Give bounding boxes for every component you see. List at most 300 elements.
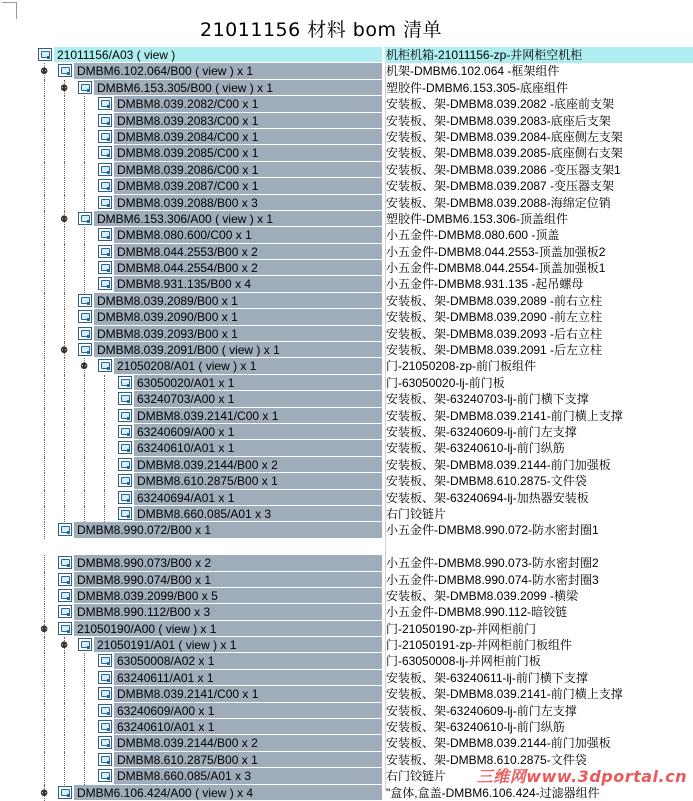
part-icon	[118, 392, 132, 405]
bom-part-label: DMBM8.039.2093/B00 x 1	[97, 326, 238, 341]
part-icon	[98, 146, 112, 159]
bom-part-label: DMBM8.080.600/C00 x 1	[117, 228, 252, 243]
tree-line	[64, 113, 65, 129]
tree-line	[84, 408, 85, 424]
bom-part-label: DMBM8.039.2099/B00 x 5	[77, 588, 218, 603]
part-icon	[118, 458, 132, 471]
tree-line	[84, 457, 85, 473]
tree-line	[64, 473, 65, 489]
bom-row[interactable]	[0, 178, 693, 194]
bom-part-label: 63240694/A01 x 1	[137, 490, 235, 505]
tree-line	[64, 703, 65, 719]
bom-part-label: 63050020/A01 x 1	[137, 375, 235, 390]
bom-part-label: DMBM8.610.2875/B00 x 1	[117, 752, 258, 767]
tree-line	[44, 129, 45, 145]
tree-line	[44, 145, 45, 161]
bom-description: 机架-DMBM6.102.064 -框架组件	[386, 64, 560, 79]
tree-line	[64, 195, 65, 211]
tree-line	[64, 719, 65, 735]
part-icon	[58, 523, 72, 536]
bom-description: 安装板、架-63240610-lj-前门纵筋	[386, 441, 565, 456]
tree-line	[44, 375, 45, 391]
part-icon	[38, 48, 52, 61]
bom-row[interactable]	[0, 604, 693, 620]
expand-pin-icon[interactable]: ⚉	[40, 787, 49, 798]
tree-line	[104, 506, 105, 522]
part-icon	[98, 687, 112, 700]
part-icon	[98, 228, 112, 241]
bom-description: 小五金件-DMBM8.080.600 -顶盖	[386, 228, 560, 243]
bom-description: 安装板、架-DMBM8.610.2875-文件袋	[386, 474, 587, 489]
bom-description: 右门铰链片	[386, 769, 447, 784]
bom-row[interactable]	[0, 358, 693, 374]
bom-description: 安装板、架-63240609-lj-前门左支撑	[386, 703, 577, 718]
tree-line	[104, 424, 105, 440]
tree-line	[84, 162, 85, 178]
tree-line	[44, 424, 45, 440]
bom-part-label: DMBM8.044.2554/B00 x 2	[117, 261, 258, 276]
part-icon	[118, 507, 132, 520]
bom-row[interactable]	[0, 47, 693, 63]
bom-part-label: DMBM6.153.305/B00 ( view ) x 1	[97, 80, 274, 95]
tree-line	[44, 195, 45, 211]
part-icon	[98, 97, 112, 110]
tree-line	[84, 424, 85, 440]
tree-line	[44, 113, 45, 129]
tree-line	[44, 293, 45, 309]
part-icon	[58, 573, 72, 586]
bom-part-label: DMBM8.931.135/B00 x 4	[117, 277, 252, 292]
tree-line	[44, 506, 45, 522]
tree-line	[104, 457, 105, 473]
bom-description: 安装板、架-DMBM8.039.2093 -后右立柱	[386, 326, 603, 341]
bom-row[interactable]	[0, 375, 693, 391]
bom-row[interactable]	[0, 637, 693, 653]
part-icon	[78, 310, 92, 323]
tree-line	[84, 178, 85, 194]
bom-description: 安装板、架-DMBM8.610.2875-文件袋	[386, 752, 587, 767]
tree-line	[44, 309, 45, 325]
bom-row[interactable]	[0, 473, 693, 489]
bom-row[interactable]	[0, 703, 693, 719]
part-icon	[98, 753, 112, 766]
tree-line	[64, 96, 65, 112]
bom-row[interactable]	[0, 227, 693, 243]
bom-description: 安装板、架-63240703-lj-前门横下支撑	[386, 392, 589, 407]
tree-line	[64, 293, 65, 309]
bom-part-label: DMBM8.039.2086/C00 x 1	[117, 162, 259, 177]
tree-line	[44, 457, 45, 473]
tree-line	[44, 522, 45, 538]
tree-line	[44, 162, 45, 178]
bom-description: 安装板、架-63240609-lj-前门左支撑	[386, 424, 577, 439]
part-icon	[58, 605, 72, 618]
tree-line	[84, 244, 85, 260]
tree-line	[44, 768, 45, 784]
bom-part-label: 63240609/A00 x 1	[137, 424, 235, 439]
bom-row[interactable]	[0, 276, 693, 292]
tree-line	[44, 342, 45, 358]
tree-line	[84, 260, 85, 276]
tree-line	[44, 719, 45, 735]
bom-part-label: DMBM8.039.2144/B00 x 2	[137, 457, 278, 472]
bom-part-label: DMBM8.039.2091/B00 ( view ) x 1	[97, 343, 280, 358]
tree-line	[64, 309, 65, 325]
bom-part-label: DMBM8.990.074/B00 x 1	[77, 572, 212, 587]
part-icon	[98, 704, 112, 717]
bom-part-label: DMBM6.106.424/A00 ( view ) x 4	[77, 785, 254, 800]
bom-description: 安装板、架-DMBM8.039.2084-底座侧左支架	[386, 129, 623, 144]
bom-row[interactable]	[0, 670, 693, 686]
part-icon	[98, 261, 112, 274]
bom-description: 塑胶件-DMBM6.153.305-底座组件	[386, 80, 569, 95]
part-icon	[118, 425, 132, 438]
tree-line	[44, 572, 45, 588]
tree-line	[84, 276, 85, 292]
row-gap	[0, 539, 693, 555]
tree-line	[44, 80, 45, 96]
bom-description: 安装板、架-DMBM8.039.2083-底座后支架	[386, 113, 611, 128]
tree-line	[64, 490, 65, 506]
tree-line	[44, 490, 45, 506]
tree-line	[84, 752, 85, 768]
tree-line	[84, 473, 85, 489]
tree-line	[104, 473, 105, 489]
tree-line	[84, 703, 85, 719]
bom-part-label: DMBM8.039.2144/B00 x 2	[117, 736, 258, 751]
bom-part-label: 63240610/A01 x 1	[137, 441, 235, 456]
tree-line	[64, 375, 65, 391]
bom-part-label: 63240611/A01 x 1	[117, 670, 214, 685]
expand-pin-icon[interactable]: ⚉	[40, 623, 49, 634]
bom-row[interactable]	[0, 424, 693, 440]
tree-line	[44, 440, 45, 456]
bom-row[interactable]	[0, 162, 693, 178]
part-icon	[98, 720, 112, 733]
tree-line	[44, 211, 45, 227]
tree-line	[44, 752, 45, 768]
bom-description: 安装板、架-DMBM8.039.2088-海绵定位销	[386, 195, 611, 210]
part-icon	[58, 64, 72, 77]
tree-line	[64, 506, 65, 522]
bom-row[interactable]	[0, 260, 693, 276]
tree-line	[64, 686, 65, 702]
bom-description: 小五金件-DMBM8.044.2554-顶盖加强板1	[386, 261, 606, 276]
bom-part-label: 21050190/A00 ( view ) x 1	[77, 621, 217, 636]
expand-pin-icon[interactable]: ⚉	[60, 640, 69, 651]
part-icon	[58, 622, 72, 635]
bom-part-label: DMBM6.102.064/B00 ( view ) x 1	[77, 64, 254, 79]
tree-line	[44, 276, 45, 292]
bom-description: 小五金件-DMBM8.990.073-防水密封圈2	[386, 556, 599, 571]
bom-row[interactable]	[0, 555, 693, 571]
bom-row[interactable]	[0, 408, 693, 424]
bom-description: 安装板、架-DMBM8.039.2144-前门加强板	[386, 457, 611, 472]
bom-row[interactable]	[0, 145, 693, 161]
tree-line	[64, 768, 65, 784]
tree-line	[64, 424, 65, 440]
tree-line	[64, 457, 65, 473]
bom-row[interactable]	[0, 309, 693, 325]
expand-pin-icon[interactable]: ⚉	[60, 82, 69, 93]
part-icon	[78, 294, 92, 307]
tree-line	[44, 735, 45, 751]
part-icon	[118, 474, 132, 487]
tree-line	[104, 375, 105, 391]
bom-part-label: 21050191/A01 ( view ) x 1	[97, 638, 237, 653]
part-icon	[98, 359, 112, 372]
tree-line	[44, 670, 45, 686]
tree-line	[64, 244, 65, 260]
tree-line	[64, 260, 65, 276]
bom-description: 门-21050191-zp-并网柜前门板组件	[386, 638, 573, 653]
bom-row[interactable]	[0, 293, 693, 309]
part-icon	[118, 409, 132, 422]
bom-part-label: DMBM8.039.2089/B00 x 1	[97, 293, 238, 308]
bom-description: 小五金件-DMBM8.931.135 -起吊螺母	[386, 277, 584, 292]
bom-part-label: DMBM8.039.2083/C00 x 1	[117, 113, 259, 128]
expand-pin-icon[interactable]: ⚉	[40, 66, 49, 77]
tree-line	[104, 408, 105, 424]
bom-description: 安装板、架-DMBM8.039.2086 -变压器支架1	[386, 162, 621, 177]
bom-part-label: 63240610/A01 x 1	[117, 720, 215, 735]
tree-line	[64, 326, 65, 342]
tree-line	[104, 391, 105, 407]
bom-row[interactable]	[0, 96, 693, 112]
expand-pin-icon[interactable]: ⚉	[60, 345, 69, 356]
part-icon	[78, 343, 92, 356]
tree-line	[64, 145, 65, 161]
bom-description: "盒体,盒盖-DMBM6.106.424-过滤器组件	[386, 785, 600, 800]
bom-row[interactable]	[0, 342, 693, 358]
tree-line	[84, 375, 85, 391]
tree-line	[44, 473, 45, 489]
tree-line	[64, 358, 65, 374]
tree-line	[44, 178, 45, 194]
bom-part-label: 21011156/A03 ( view )	[57, 48, 176, 62]
bom-row[interactable]	[0, 113, 693, 129]
bom-description: 安装板、架-DMBM8.039.2089 -前右立柱	[386, 293, 603, 308]
part-icon	[58, 589, 72, 602]
bom-part-label: DMBM8.039.2087/C00 x 1	[117, 179, 259, 194]
part-icon	[98, 736, 112, 749]
bom-part-label: DMBM8.990.073/B00 x 2	[77, 556, 212, 571]
bom-part-label: 63050008/A02 x 1	[117, 654, 215, 669]
tree-line	[44, 653, 45, 669]
bom-row[interactable]	[0, 457, 693, 473]
bom-part-label: DMBM8.660.085/A01 x 3	[137, 506, 272, 521]
part-icon	[58, 556, 72, 569]
bom-row[interactable]	[0, 211, 693, 227]
bom-part-label: DMBM8.039.2084/C00 x 1	[117, 129, 259, 144]
expand-pin-icon[interactable]: ⚉	[80, 361, 89, 372]
bom-row[interactable]	[0, 572, 693, 588]
part-icon	[98, 769, 112, 782]
tree-line	[64, 276, 65, 292]
bom-description: 小五金件-DMBM8.990.072-防水密封圈1	[386, 523, 599, 538]
tree-line	[64, 735, 65, 751]
part-icon	[118, 441, 132, 454]
bom-description: 安装板、架-63240611-lj-前门横下支撑	[386, 670, 588, 685]
tree-line	[44, 244, 45, 260]
bom-part-label: DMBM8.044.2553/B00 x 2	[117, 244, 258, 259]
bom-part-label: DMBM8.039.2090/B00 x 1	[97, 310, 238, 325]
tree-line	[84, 113, 85, 129]
tree-line	[64, 408, 65, 424]
bom-row[interactable]	[0, 506, 693, 522]
part-icon	[98, 163, 112, 176]
bom-description: 安装板、架-DMBM8.039.2141-前门横上支撑	[386, 687, 623, 702]
bom-description: 安装板、架-DMBM8.039.2090 -前左立柱	[386, 310, 603, 325]
bom-description: 门-21050208-zp-前门板组件	[386, 359, 537, 374]
tree-line	[64, 752, 65, 768]
tree-line	[44, 555, 45, 571]
bom-row[interactable]	[0, 490, 693, 506]
bom-row[interactable]	[0, 244, 693, 260]
bom-description: 安装板、架-DMBM8.039.2141-前门横上支撑	[386, 408, 623, 423]
tree-line	[44, 408, 45, 424]
tree-line	[44, 260, 45, 276]
tree-line	[64, 653, 65, 669]
tree-line	[44, 686, 45, 702]
bom-row[interactable]	[0, 719, 693, 735]
bom-row[interactable]	[0, 588, 693, 604]
tree-line	[64, 162, 65, 178]
bom-description: 右门铰链片	[386, 506, 447, 521]
bom-part-label: 21050208/A01 ( view ) x 1	[117, 359, 257, 374]
tree-line	[64, 178, 65, 194]
tree-line	[84, 96, 85, 112]
bom-tree	[0, 47, 693, 801]
bom-part-label: DMBM8.039.2088/B00 x 3	[117, 195, 258, 210]
bom-description: 安装板、架-63240694-lj-加热器安装板	[386, 490, 589, 505]
bom-part-label: DMBM8.039.2141/C00 x 1	[117, 687, 259, 702]
part-icon	[98, 130, 112, 143]
part-icon	[118, 491, 132, 504]
tree-line	[84, 506, 85, 522]
bom-description: 小五金件-DMBM8.990.074-防水密封圈3	[386, 572, 599, 587]
part-icon	[78, 81, 92, 94]
bom-description: 门-63050008-lj-并网柜前门板	[386, 654, 541, 669]
bom-row[interactable]	[0, 63, 693, 79]
part-icon	[78, 638, 92, 651]
bom-part-label: DMBM8.660.085/A01 x 3	[117, 769, 252, 784]
tree-line	[64, 670, 65, 686]
tree-line	[44, 703, 45, 719]
bom-row[interactable]	[0, 621, 693, 637]
bom-description: 安装板、架-63240610-lj-前门纵筋	[386, 720, 565, 735]
bom-row[interactable]	[0, 326, 693, 342]
bom-part-label: DMBM8.039.2085/C00 x 1	[117, 146, 259, 161]
bom-part-label: DMBM8.610.2875/B00 x 1	[137, 474, 278, 489]
expand-pin-icon[interactable]: ⚉	[60, 213, 69, 224]
page-title: 21011156 材料 bom 清单	[200, 19, 443, 41]
bom-row[interactable]	[0, 522, 693, 538]
bom-description: 小五金件-DMBM8.990.112-暗铰链	[386, 605, 568, 620]
bom-description: 安装板、架-DMBM8.039.2087 -变压器支架	[386, 179, 615, 194]
tree-line	[104, 490, 105, 506]
bom-description: 门-63050020-lj-前门板	[386, 375, 505, 390]
tree-line	[64, 391, 65, 407]
part-icon	[98, 654, 112, 667]
bom-row[interactable]	[0, 129, 693, 145]
part-icon	[98, 196, 112, 209]
bom-row[interactable]	[0, 440, 693, 456]
tree-line	[44, 637, 45, 653]
tree-line	[44, 96, 45, 112]
bom-description: 安装板、架-DMBM8.039.2091 -后左立柱	[386, 343, 603, 358]
bom-row[interactable]	[0, 391, 693, 407]
bom-description: 安装板、架-DMBM8.039.2082 -底座前支架	[386, 97, 615, 112]
bom-row[interactable]	[0, 686, 693, 702]
bom-part-label: DMBM8.990.112/B00 x 3	[77, 605, 211, 620]
tree-line	[84, 195, 85, 211]
tree-line	[84, 227, 85, 243]
bom-part-label: DMBM8.039.2141/C00 x 1	[137, 408, 279, 423]
bom-description: 小五金件-DMBM8.044.2553-顶盖加强板2	[386, 244, 606, 259]
tree-line	[84, 653, 85, 669]
part-icon	[98, 179, 112, 192]
tree-line	[44, 604, 45, 620]
bom-description: 门-21050190-zp-并网柜前门	[386, 621, 537, 636]
tree-line	[44, 588, 45, 604]
bom-row[interactable]	[0, 195, 693, 211]
tree-line	[64, 227, 65, 243]
part-icon	[98, 114, 112, 127]
bom-description: 机柜机箱-21011156-zp-并网柜空机柜	[385, 47, 693, 63]
tree-line	[84, 719, 85, 735]
part-icon	[98, 245, 112, 258]
tree-line	[44, 358, 45, 374]
part-icon	[98, 671, 112, 684]
bom-row[interactable]	[0, 735, 693, 751]
tree-line	[84, 670, 85, 686]
part-icon	[78, 212, 92, 225]
part-icon	[118, 376, 132, 389]
tree-line	[84, 145, 85, 161]
tree-line	[84, 440, 85, 456]
bom-row[interactable]	[0, 785, 693, 801]
bom-description: 安装板、架-DMBM8.039.2085-底座侧右支架	[386, 146, 623, 161]
tree-line	[84, 686, 85, 702]
bom-description: 塑胶件-DMBM6.153.306-顶盖组件	[386, 211, 569, 226]
bom-part-label: 63240609/A00 x 1	[117, 703, 215, 718]
part-icon	[78, 327, 92, 340]
part-icon	[98, 277, 112, 290]
watermark: 三维网www.3dportal.cn	[476, 767, 687, 786]
bom-row[interactable]	[0, 80, 693, 96]
tree-line	[44, 227, 45, 243]
part-icon	[58, 786, 72, 799]
tree-line	[84, 735, 85, 751]
bom-description: 安装板、架-DMBM8.039.2099 -横梁	[386, 588, 579, 603]
tree-line	[64, 440, 65, 456]
tree-line	[104, 440, 105, 456]
bom-part-label: 63240703/A00 x 1	[137, 392, 235, 407]
corner-mark	[2, 2, 17, 19]
tree-line	[84, 490, 85, 506]
bom-part-label: DMBM6.153.306/A00 ( view ) x 1	[97, 211, 274, 226]
bom-row[interactable]	[0, 653, 693, 669]
bom-description: 安装板、架-DMBM8.039.2144-前门加强板	[386, 736, 611, 751]
tree-line	[84, 768, 85, 784]
tree-line	[84, 391, 85, 407]
tree-line	[84, 129, 85, 145]
bom-part-label: DMBM8.039.2082/C00 x 1	[117, 97, 259, 112]
bom-part-label: DMBM8.990.072/B00 x 1	[77, 523, 212, 538]
tree-line	[64, 129, 65, 145]
tree-line	[44, 326, 45, 342]
